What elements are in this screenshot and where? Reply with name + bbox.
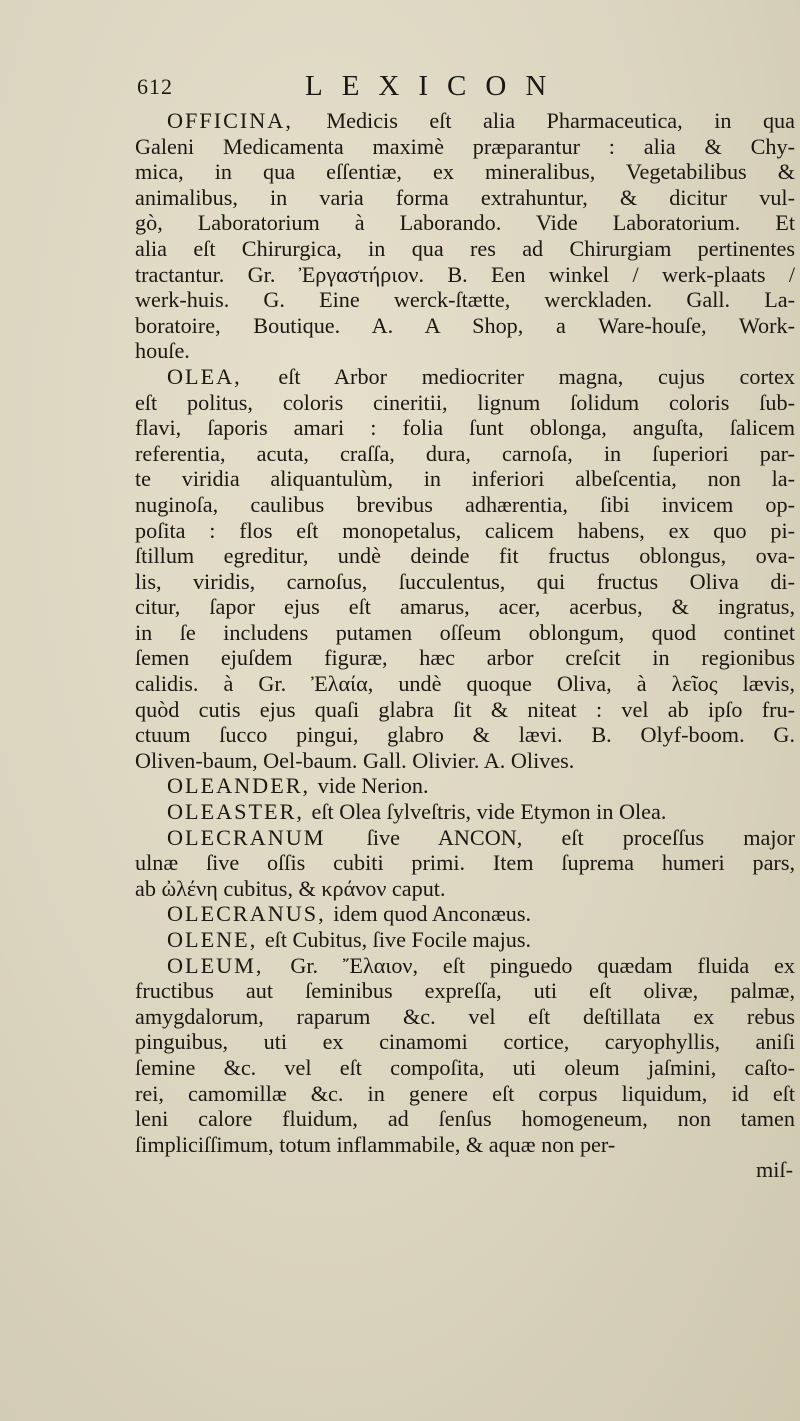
text-line xyxy=(135,390,795,416)
lemma: OLEA, xyxy=(167,363,279,389)
entry-oleaster xyxy=(135,799,795,825)
text-line xyxy=(135,722,795,748)
page-number: 612 xyxy=(137,74,173,99)
line-text: ſimpliciſſimum, totum inflammabile, & aquæ non per- xyxy=(135,1131,616,1157)
text-line xyxy=(135,287,795,313)
text-line xyxy=(135,978,795,1004)
entry-olecranus xyxy=(135,901,795,927)
text-line xyxy=(135,876,795,902)
text-line xyxy=(135,645,795,671)
line-text: ctuum ſucco pingui, glabro & lævi. B. Olyf-boom. G. xyxy=(135,722,795,748)
entry-officina xyxy=(135,108,795,364)
text-line xyxy=(135,236,795,262)
text-line xyxy=(135,1029,795,1055)
text-line xyxy=(135,313,795,339)
line-text: gò, Laboratorium à Laborando. Vide Laboratorium. Et xyxy=(135,210,795,236)
line-text: pinguibus, uti ex cinamomi cortice, caryophyllis, aniſi xyxy=(135,1029,795,1055)
line-text: boratoire, Boutique. A. A Shop, a Ware-houſe, Work- xyxy=(135,312,795,338)
line-text: te viridia aliquantulùm, in inferiori albeſcentia, non la- xyxy=(135,466,795,492)
line-text: ab ὠλένη cubitus, & κράνον caput. xyxy=(135,875,446,901)
text-line xyxy=(135,262,795,288)
text-line xyxy=(135,1081,795,1107)
line-text: flavi, ſaporis amari : folia ſunt oblonga, anguſta, ſalicem xyxy=(135,415,795,441)
line-text: Medicis eſt alia Pharmaceutica, in qua xyxy=(326,108,795,133)
line-text: eſt Olea ſylveſtris, vide Etymon in Olea. xyxy=(311,799,667,825)
line-text: ſive ANCON, eſt proceſſus major xyxy=(366,824,795,850)
line-text: lis, viridis, carnoſus, ſucculentus, qui fructus Oliva di- xyxy=(135,568,795,594)
line-text: Galeni Medicamenta maximè præparantur : alia & Chy- xyxy=(135,133,795,159)
running-title: LEXICON xyxy=(305,70,566,102)
text-line xyxy=(135,1055,795,1081)
text-line xyxy=(135,185,795,211)
entry-headline xyxy=(135,773,795,799)
line-text: ſtillum egreditur, undè deinde fit fructus oblongus, ova- xyxy=(135,543,795,569)
entry-headline xyxy=(135,108,795,134)
line-text: werk-huis. G. Eine werck-ſtætte, werckladen. Gall. La- xyxy=(135,287,795,313)
lemma: OLECRANUS, xyxy=(167,901,334,927)
text-line xyxy=(135,415,795,441)
line-text: tractantur. Gr. Ἐργαστήριον. B. Een winkel / werk-plaats / xyxy=(135,261,795,287)
line-text: mica, in qua eſſentiæ, ex mineralibus, Vegetabilibus & xyxy=(135,159,795,185)
text-line xyxy=(135,569,795,595)
entry-headline xyxy=(135,953,795,979)
text-line xyxy=(135,441,795,467)
entry-headline xyxy=(135,364,795,390)
lemma: OLEANDER, xyxy=(167,773,318,799)
line-text: ſemine &c. vel eſt compoſita, uti oleum jaſmini, caſto- xyxy=(135,1054,795,1080)
line-text: eſt politus, coloris cineritii, lignum ſolidum coloris ſub- xyxy=(135,389,795,415)
entry-olene xyxy=(135,927,795,953)
line-text: eſt Cubitus, ſive Focile majus. xyxy=(264,927,532,952)
line-text: ſemen ejuſdem figuræ, hæc arbor creſcit in regionibus xyxy=(135,645,795,671)
lemma: OFFICINA, xyxy=(167,108,327,133)
entry-headline xyxy=(135,825,795,851)
line-text: nuginoſa, caulibus brevibus adhærentia, ſibi invicem op- xyxy=(135,491,795,517)
entry-headline xyxy=(135,799,795,825)
line-text: alia eſt Chirurgica, in qua res ad Chirurgiam pertinentes xyxy=(135,235,795,261)
text-line xyxy=(135,1106,795,1132)
catchword: miſ- xyxy=(756,1157,793,1183)
entry-olecranum xyxy=(135,825,795,902)
line-text: eſt Arbor mediocriter magna, cujus cortex xyxy=(278,363,795,389)
entry-olea xyxy=(135,364,795,774)
text-line xyxy=(135,748,795,774)
line-text: ulnæ ſive oſſis cubiti primi. Item ſuprema humeri pars, xyxy=(135,850,795,876)
text-line xyxy=(135,159,795,185)
line-text: animalibus, in varia forma extrahuntur, & dicitur vul- xyxy=(135,184,795,210)
line-text: Oliven-baum, Oel-baum. Gall. Olivier. A. Olives. xyxy=(135,747,575,773)
lemma: OLEUM, xyxy=(167,952,291,978)
line-text: quòd cutis ejus quaſi glabra ſit & niteat : vel ab ipſo fru- xyxy=(135,696,795,722)
entry-oleander xyxy=(135,773,795,799)
text-line xyxy=(135,1004,795,1030)
text-line xyxy=(135,620,795,646)
line-text: leni calore fluidum, ad ſenſus homogeneum, non tamen xyxy=(135,1106,795,1132)
text-line xyxy=(135,671,795,697)
text-line xyxy=(135,338,795,364)
text-line xyxy=(135,518,795,544)
text-line xyxy=(135,594,795,620)
line-text: rei, camomillæ &c. in genere eſt corpus liquidum, id eſt xyxy=(135,1080,795,1106)
entry-headline xyxy=(135,901,795,927)
lemma: OLEASTER, xyxy=(167,799,312,825)
line-text: calidis. à Gr. Ἐλαία, undè quoque Oliva, à λεῖος lævis, xyxy=(135,671,795,697)
text-line xyxy=(135,134,795,160)
line-text: referentia, acuta, craſſa, dura, carnoſa, in ſuperiori par- xyxy=(135,440,795,466)
text-line xyxy=(135,697,795,723)
line-text: citur, ſapor ejus eſt amarus, acer, acerbus, & ingratus, xyxy=(135,594,795,620)
entry-oleum xyxy=(135,953,795,1158)
line-text: poſita : flos eſt monopetalus, calicem habens, ex quo pi- xyxy=(135,517,795,543)
text-line xyxy=(135,466,795,492)
entry-headline xyxy=(135,927,795,953)
lemma: OLENE, xyxy=(167,927,265,952)
text-line xyxy=(135,210,795,236)
text-line xyxy=(135,543,795,569)
line-text: houſe. xyxy=(135,338,190,364)
line-text: idem quod Anconæus. xyxy=(333,901,532,927)
text-line xyxy=(135,492,795,518)
line-text: in ſe includens putamen oſſeum oblongum, quod continet xyxy=(135,619,795,645)
lemma: OLECRANUM xyxy=(167,824,367,850)
text-line xyxy=(135,1132,795,1158)
line-text: Gr. Ἔλαιον, eſt pinguedo quædam fluida ex xyxy=(290,952,795,978)
text-line xyxy=(135,850,795,876)
line-text: vide Nerion. xyxy=(317,773,429,799)
dictionary-text xyxy=(135,108,795,1183)
line-text: amygdalorum, raparum &c. vel eſt deſtillata ex rebus xyxy=(135,1003,795,1029)
line-text: fructibus aut ſeminibus expreſſa, uti eſt olivæ, palmæ, xyxy=(135,978,795,1004)
